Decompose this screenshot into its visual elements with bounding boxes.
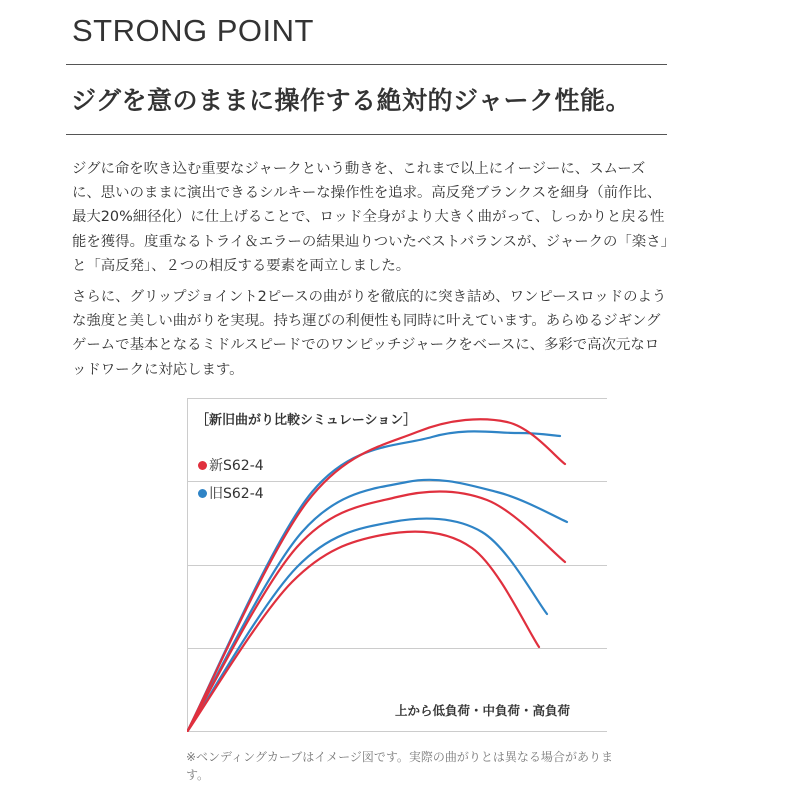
body-paragraph-1: ジグに命を吹き込む重要なジャークという動きを、これまで以上にイージーに、スムーズに、思いのままに演出できるシルキーな操作性を追求。高反発ブランクスを細身（前作比、最大20%細径化）に仕上げることで、ロッド全身がより大きく曲がって、しっかりと戻る性能を獲得。度重なるトライ＆エラーの結果辿りついたベストバランスが、ジャークの「楽さ」と「高反発」、２つの相反する要素を両立しました。 [72,161,668,274]
legend-dot-old-icon [198,489,207,498]
section-subheading: ジグを意のままに操作する絶対的ジャーク性能。 [71,86,632,115]
divider-bottom [66,134,667,135]
legend-dot-new-icon [198,461,207,470]
divider-top [66,64,667,65]
legend-item-old [198,483,264,503]
footnote: ※ベンディングカーブはイメージ図です。実際の曲がりとは異なる場合があります。 [186,750,613,782]
legend-item-new [198,455,264,475]
curve-old-high-load [187,519,547,732]
chart-plot [187,398,607,732]
chart-load-caption: 上から低負荷・中負荷・高負荷 [395,703,571,718]
curve-old-mid-load [187,480,567,732]
legend-label-new: 新S62-4 [209,458,264,474]
chart-title: ［新旧曲がり比較シミュレーション］ [196,413,417,428]
curve-old-low-load [187,431,560,732]
section-heading: STRONG POINT [72,13,314,48]
body-paragraph-2: さらに、グリップジョイント2ピースの曲がりを徹底的に突き詰め、ワンピースロッドのような強度と美しい曲がりを実現。持ち運びの利便性も同時に叶えています。あらゆるジギングゲームで基本となるミドルスピードでのワンピッチジャークをベースに、多彩で高次元なロッドワークに対応します。 [72,289,667,378]
bending-curve-chart [187,398,607,732]
legend-label-old: 旧S62-4 [209,486,264,502]
